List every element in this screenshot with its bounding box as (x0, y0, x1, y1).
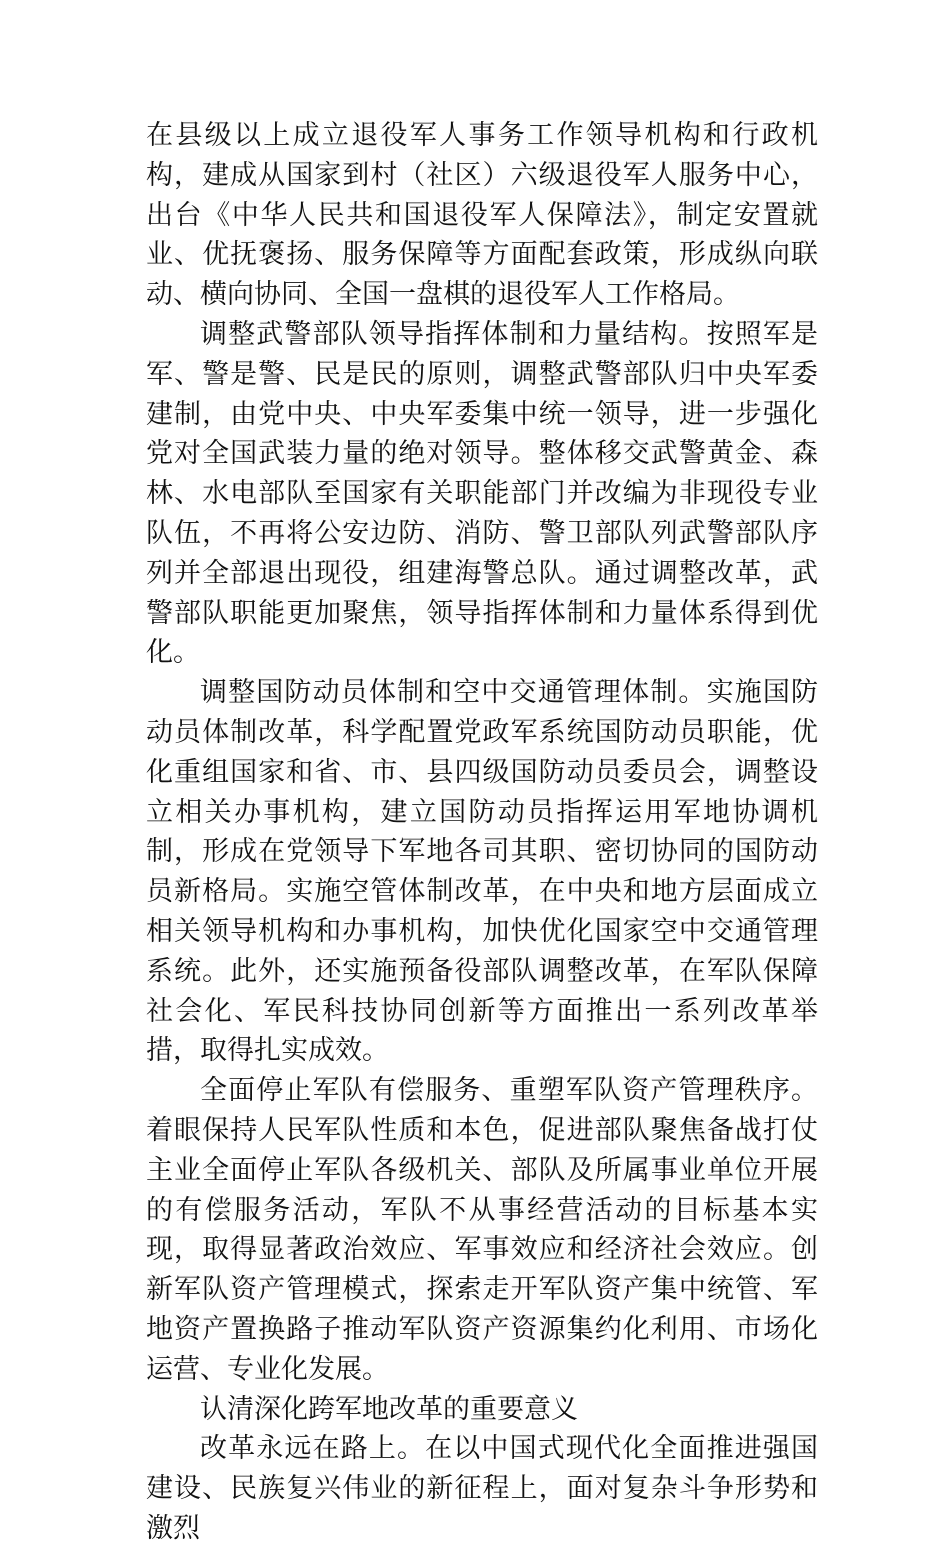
document-body (146, 116, 818, 1549)
paragraph-reform-ongoing: 改革永远在路上。在以中国式现代化全面推进强国建设、民族复兴伟业的新征程上，面对复杂斗争形势和激烈 (146, 1433, 818, 1544)
paragraph-armed-police-reform: 调整武警部队领导指挥体制和力量结构。按照军是军、警是警、民是民的原则，调整武警部队归中央军委建制，由党中央、中央军委集中统一领导，进一步强化党对全国武装力量的绝对领导。整体移交武警黄金、森林、水电部队至国家有关职能部门并改编为非现役专业队伍，不再将公安边防、消防、警卫部队列武警部队序列并全部退出现役，组建海警总队。通过调整改革，武警部队职能更加聚焦，领导指挥体制和力量体系得到优化。 (146, 318, 818, 669)
paragraph-national-defense-mobilization: 调整国防动员体制和空中交通管理体制。实施国防动员体制改革，科学配置党政军系统国防动员职能，优化重组国家和省、市、县四级国防动员委员会，调整设立相关办事机构，建立国防动员指挥运用军地协调机制，形成在党领导下军地各司其职、密切协同的国防动员新格局。实施空管体制改革，在中央和地方层面成立相关领导机构和办事机构，加快优化国家空中交通管理系统。此外，还实施预备役部队调整改革，在军队保障社会化、军民科技协同创新等方面推出一系列改革举措，取得扎实成效。 (146, 677, 818, 1067)
paragraph-paid-services-halt: 全面停止军队有偿服务、重塑军队资产管理秩序。着眼保持人民军队性质和本色，促进部队聚焦备战打仗主业全面停止军队各级机关、部队及所属事业单位开展的有偿服务活动，军队不从事经营活动的目标基本实现，取得显著政治效应、军事效应和经济社会效应。创新军队资产管理模式，探索走开军队资产集中统管、军地资产置换路子推动军队资产资源集约化利用、市场化运营、专业化发展。 (146, 1075, 818, 1385)
section-heading: 认清深化跨军地改革的重要意义 (200, 1393, 578, 1425)
paragraph-veterans-affairs: 在县级以上成立退役军人事务工作领导机构和行政机构，建成从国家到村（社区）六级退役军人服务中心，出台《中华人民共和国退役军人保障法》，制定安置就业、优抚褒扬、服务保障等方面配套政策，形成纵向联动、横向协同、全国一盘棋的退役军人工作格局。 (146, 120, 818, 311)
